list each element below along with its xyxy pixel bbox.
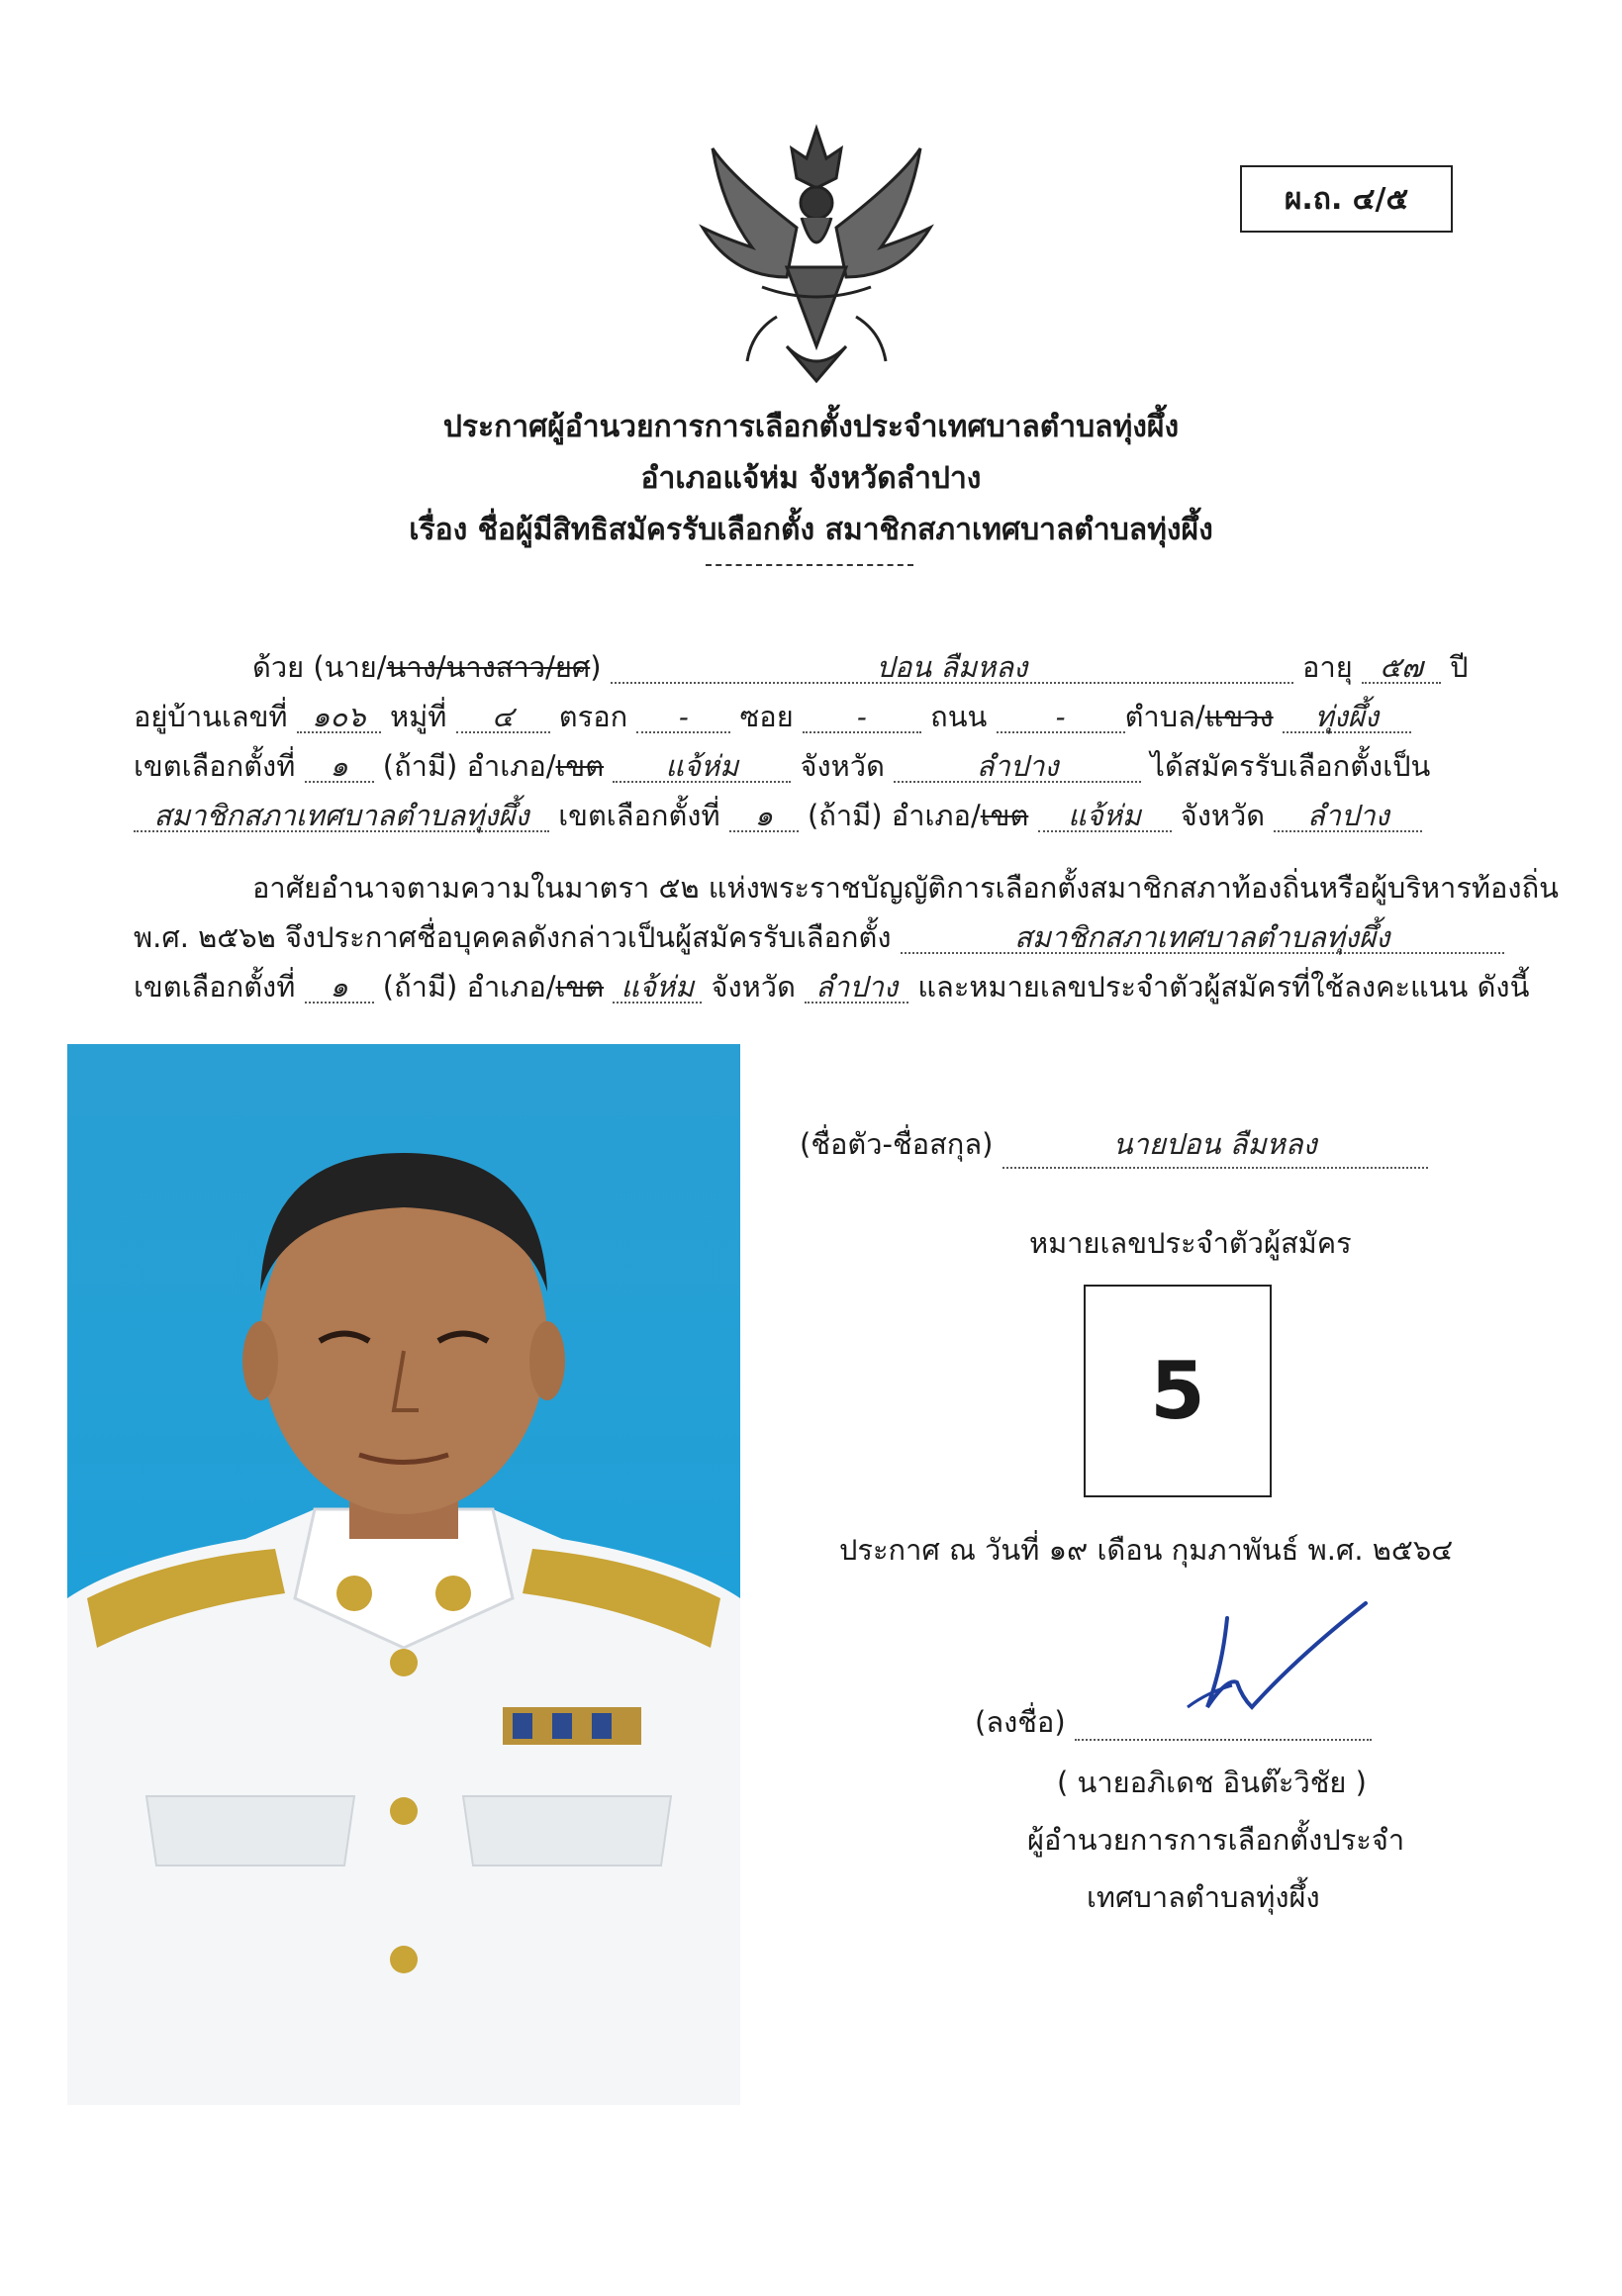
district-no-label-3: เขตเลือกตั้งที่ (134, 970, 296, 1004)
province-value-2: ลำปาง (1274, 802, 1422, 832)
applied-label: ได้สมัครรับเลือกตั้งเป็น (1150, 749, 1431, 783)
alley-value: - (636, 703, 730, 733)
candidate-number: 5 (1150, 1345, 1205, 1437)
authority-position-value: สมาชิกสภาเทศบาลตำบลทุ่งผึ้ง (901, 923, 1504, 954)
position-line (134, 799, 1422, 832)
ifany-label-2: (ถ้ามี) อำเภอ/ (808, 799, 981, 832)
struck-titles: นาง/นางสาว/ยศ (386, 650, 591, 684)
applicant-name-line (252, 650, 1469, 684)
khet-struck-2: เขต (980, 799, 1029, 832)
province-label-2: จังหวัด (1180, 799, 1266, 832)
heading-divider (706, 564, 913, 566)
district-no-value: ๑ (305, 752, 374, 783)
heading-line-2: อำเภอแจ้ห่ม จังหวัดลำปาง (640, 461, 982, 496)
candidate-photo (67, 1044, 740, 2105)
road-value: - (997, 703, 1125, 733)
form-code: ผ.ถ. ๔/๕ (1284, 181, 1409, 217)
candidate-name-label: (ชื่อตัว-ชื่อสกุล) (800, 1127, 994, 1161)
candidate-number-box (1084, 1285, 1272, 1497)
position-value: สมาชิกสภาเทศบาลตำบลทุ่งผึ้ง (134, 802, 549, 832)
khet-struck: เขต (555, 749, 605, 783)
garuda-emblem-icon (693, 119, 940, 386)
province-label: จังหวัด (800, 749, 885, 783)
soi-label: ซอย (739, 700, 794, 733)
ifany-label-3: (ถ้ามี) อำเภอ/ (382, 970, 556, 1004)
age-label: อายุ (1302, 650, 1353, 684)
district-no-label-2: เขตเลือกตั้งที่ (558, 799, 720, 832)
district-no-value-2: ๑ (729, 802, 799, 832)
house-label: อยู่บ้านเลขที่ (134, 700, 288, 733)
province-value: ลำปาง (894, 752, 1141, 783)
age-unit: ปี (1450, 650, 1469, 684)
moo-label: หมู่ที่ (390, 700, 447, 733)
tambon-struck: แขวง (1204, 700, 1274, 733)
heading-line-1: ประกาศผู้อำนวยการการเลือกตั้งประจำเทศบาลตำบลทุ่งผึ้ง (442, 410, 1180, 444)
district-no-label: เขตเลือกตั้งที่ (134, 749, 296, 783)
khet-struck-3: เขต (555, 970, 605, 1004)
address-line (134, 700, 1411, 733)
authority-para-2-prefix: พ.ศ. ๒๕๖๒ จึงประกาศชื่อบุคคลดังกล่าวเป็นผู้สมัครรับเลือกตั้ง (134, 920, 892, 954)
authority-para-2 (134, 920, 1504, 954)
ifany-label: (ถ้ามี) อำเภอ/ (382, 749, 556, 783)
form-code-box (1240, 165, 1453, 233)
house-value: ๑๐๖ (297, 703, 381, 733)
sign-line (975, 1699, 1372, 1745)
sign-label: (ลงชื่อ) (975, 1705, 1066, 1739)
heading-line-3: เรื่อง ชื่อผู้มีสิทธิสมัครรับเลือกตั้ง สมาชิกสภาเทศบาลตำบลทุ่งผึ้ง (409, 513, 1213, 547)
tambon-value: ทุ่งผึ้ง (1283, 703, 1411, 733)
by-close: ) (590, 650, 602, 684)
district-no-value-3: ๑ (305, 973, 374, 1004)
amphoe-value: แจ้ห่ม (613, 752, 791, 783)
province-label-3: จังหวัด (711, 970, 796, 1004)
road-label: ถนน (930, 700, 988, 733)
signer-title-2: เทศบาลตำบลทุ่งผึ้ง (1087, 1880, 1320, 1914)
authority-para-3-suffix: และหมายเลขประจำตัวผู้สมัครที่ใช้ลงคะแนน ดังนี้ (917, 970, 1530, 1004)
age-value: ๕๗ (1362, 653, 1441, 684)
tambon-label: ตำบล/ (1124, 700, 1205, 733)
district-line (134, 749, 1431, 783)
applicant-name-value: ปอน ลืมหลง (611, 653, 1293, 684)
amphoe-value-2: แจ้ห่ม (1038, 802, 1172, 832)
by-prefix: ด้วย (นาย/ (252, 650, 387, 684)
province-value-3: ลำปาง (805, 973, 908, 1004)
candidate-name-value: นายปอน ลืมหลง (1002, 1121, 1428, 1169)
alley-label: ตรอก (558, 700, 628, 733)
soi-value: - (803, 703, 921, 733)
moo-value: ๔ (456, 703, 550, 733)
signer-name: ( นายอภิเดช อินต๊ะวิชัย ) (1057, 1766, 1367, 1799)
authority-para-3 (134, 970, 1530, 1004)
amphoe-value-3: แจ้ห่ม (613, 973, 702, 1004)
authority-para-1: อาศัยอำนาจตามความในมาตรา ๕๒ แห่งพระราชบัญญัติการเลือกตั้งสมาชิกสภาท้องถิ่นหรือผู้บริหารท้องถิ่น (252, 871, 1559, 905)
signer-title-1: ผู้อำนวยการการเลือกตั้งประจำ (1027, 1823, 1405, 1857)
announcement-date: ประกาศ ณ วันที่ ๑๙ เดือน กุมภาพันธ์ พ.ศ. ๒๕๖๔ (839, 1533, 1454, 1567)
candidate-name-line (800, 1121, 1428, 1169)
candidate-number-label: หมายเลขประจำตัวผู้สมัคร (1029, 1226, 1352, 1260)
